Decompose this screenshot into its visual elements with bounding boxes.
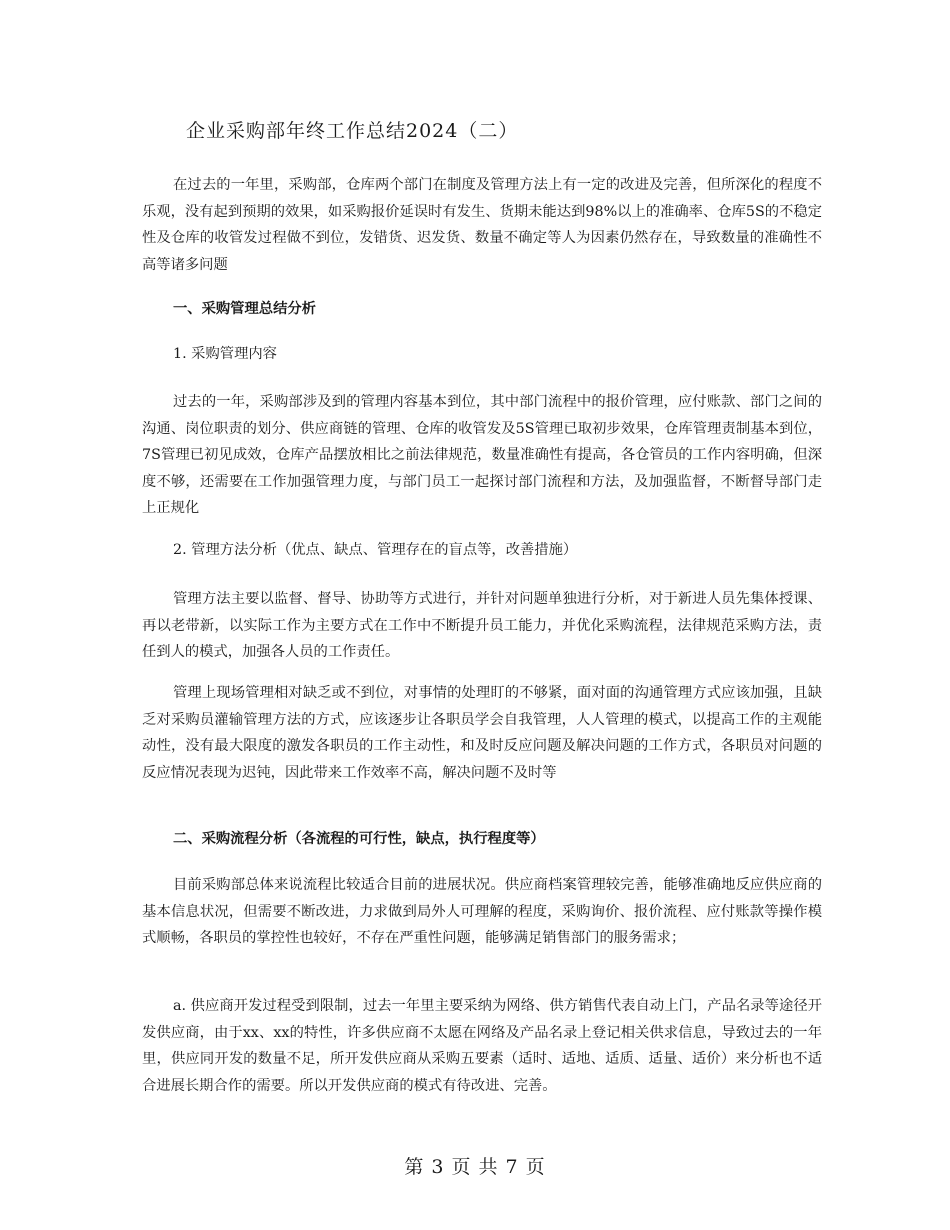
subheading-management-content: 1. 采购管理内容 [173,346,277,362]
paragraph-process-overview: 目前采购部总体来说流程比较适合目前的进展状况。供应商档案管理较完善，能够准确地反应供应商的基本信息状况，但需要不断改进，力求做到局外人可理解的程度，采购询价、报价流程、应付账款等操作模式顺畅，各职员的掌控性也较好，不存在严重性问题，能够满足销售部门的服务需求； [142,877,822,946]
page-footer: 第 3 页 共 7 页 [404,1156,546,1178]
intro-paragraph: 在过去的一年里，采购部，仓库两个部门在制度及管理方法上有一定的改进及完善，但所深化的程度不乐观，没有起到预期的效果，如采购报价延误时有发生、货期未能达到98%以上的准确率、仓库5S的不稳定性及仓库的收管发过程做不到位，发错货、迟发货、数量不确定等人为因素仍然存在，导致数量的准确性不高等诸多问题 [142,177,822,273]
section-heading-2: 二、采购流程分析（各流程的可行性，缺点，执行程度等） [173,831,545,847]
paragraph-management-content: 过去的一年，采购部涉及到的管理内容基本到位，其中部门流程中的报价管理，应付账款、部门之间的沟通、岗位职责的划分、供应商链的管理、仓库的收管发及5S管理已取初步效果，仓库管理责制基本到位，7S管理已初见成效，仓库产品摆放相比之前法律规范，数量准确性有提高，各仓管员的工作内容明确，但深度不够，还需要在工作加强管理力度，与部门员工一起探讨部门流程和方法，及加强监督，不断督导部门走上正规化 [142,394,822,516]
paragraph-site-management: 管理上现场管理相对缺乏或不到位，对事情的处理盯的不够紧，面对面的沟通管理方式应该加强，且缺乏对采购员灌输管理方法的方式，应该逐步让各职员学会自我管理，人人管理的模式，以提高工作的主观能动性，没有最大限度的激发各职员的工作主动性，和及时反应问题及解决问题的工作方式，各职员对问题的反应情况表现为迟钝，因此带来工作效率不高，解决问题不及时等 [142,685,822,781]
paragraph-method-analysis: 管理方法主要以监督、督导、协助等方式进行，并针对问题单独进行分析，对于新进人员先集体授课、再以老带新，以实际工作为主要方式在工作中不断提升员工能力，并优化采购流程，法律规范采购方法，责任到人的模式，加强各人员的工作责任。 [142,591,822,660]
paragraph-supplier-development: a. 供应商开发过程受到限制，过去一年里主要采纳为网络、供方销售代表自动上门，产品名录等途径开发供应商，由于xx、xx的特性，许多供应商不太愿在网络及产品名录上登记相关供求信息，导致过去的一年里，供应同开发的数量不足，所开发供应商从采购五要素（适时、适地、适质、适量、适价）来分析也不适合进展长期合作的需要。所以开发供应商的模式有待改进、完善。 [142,998,822,1094]
subheading-method-analysis: 2. 管理方法分析（优点、缺点、管理存在的盲点等，改善措施） [173,542,578,558]
document-title: 企业采购部年终工作总结2024（二） [186,120,519,142]
section-heading-1: 一、采购管理总结分析 [173,301,316,317]
